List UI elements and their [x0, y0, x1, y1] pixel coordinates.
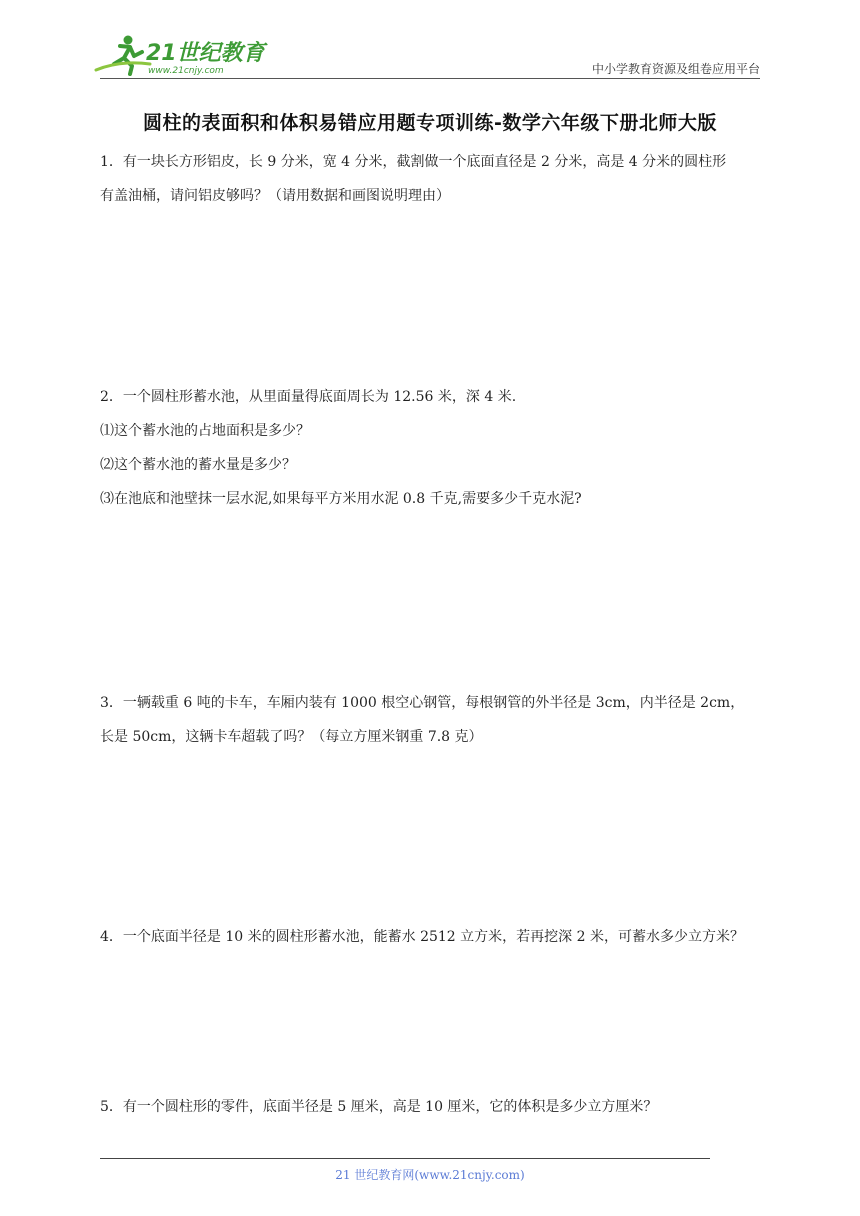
question-subpart: ⑴这个蓄水池的占地面积是多少？	[100, 423, 310, 439]
question-subpart: ⑵这个蓄水池的蓄水量是多少？	[100, 457, 296, 473]
question-line: 2．一个圆柱形蓄水池，从里面量得底面周长为 12.56 米，深 4 米.	[100, 389, 517, 405]
question-line: 长是 50cm，这辆卡车超载了吗？（每立方厘米钢重 7.8 克）	[100, 729, 483, 745]
question-subpart: ⑶在池底和池壁抹一层水泥,如果每平方米用水泥 0.8 千克,需要多少千克水泥?	[100, 491, 582, 507]
svg-text:www.21cnjy.com: www.21cnjy.com	[148, 66, 224, 76]
question-line: 3．一辆载重 6 吨的卡车，车厢内装有 1000 根空心钢管，每根钢管的外半径是 3cm，内半径是 2cm，	[100, 695, 745, 711]
header-divider	[100, 78, 760, 79]
question-line: 1．有一块长方形铝皮，长 9 分米，宽 4 分米，截割做一个底面直径是 2 分米，高是 4 分米的圆柱形	[100, 154, 727, 170]
page-header	[0, 0, 860, 90]
page-title: 圆柱的表面积和体积易错应用题专项训练-数学六年级下册北师大版	[143, 112, 717, 134]
question-3	[100, 686, 765, 754]
question-line: 4．一个底面半径是 10 米的圆柱形蓄水池，能蓄水 2512 立方米，若再挖深 2 米，可蓄水多少立方米？	[100, 929, 744, 945]
platform-label: 中小学教育资源及组卷应用平台	[591, 62, 760, 76]
footer-link[interactable]: 21 世纪教育网(www.21cnjy.com)	[335, 1168, 525, 1182]
question-line: 5．有一个圆柱形的零件，底面半径是 5 厘米，高是 10 厘米，它的体积是多少立方厘米？	[100, 1099, 658, 1115]
question-5	[100, 1090, 765, 1124]
question-4	[100, 920, 765, 954]
footer-divider	[100, 1158, 710, 1159]
question-1	[100, 145, 765, 213]
question-line: 有盖油桶，请问铝皮够吗？（请用数据和画图说明理由）	[100, 188, 450, 204]
svg-text:21世纪教育: 21世纪教育	[146, 41, 265, 66]
question-2	[100, 380, 765, 516]
running-figure-logo-icon	[90, 30, 270, 80]
logo	[90, 30, 270, 80]
